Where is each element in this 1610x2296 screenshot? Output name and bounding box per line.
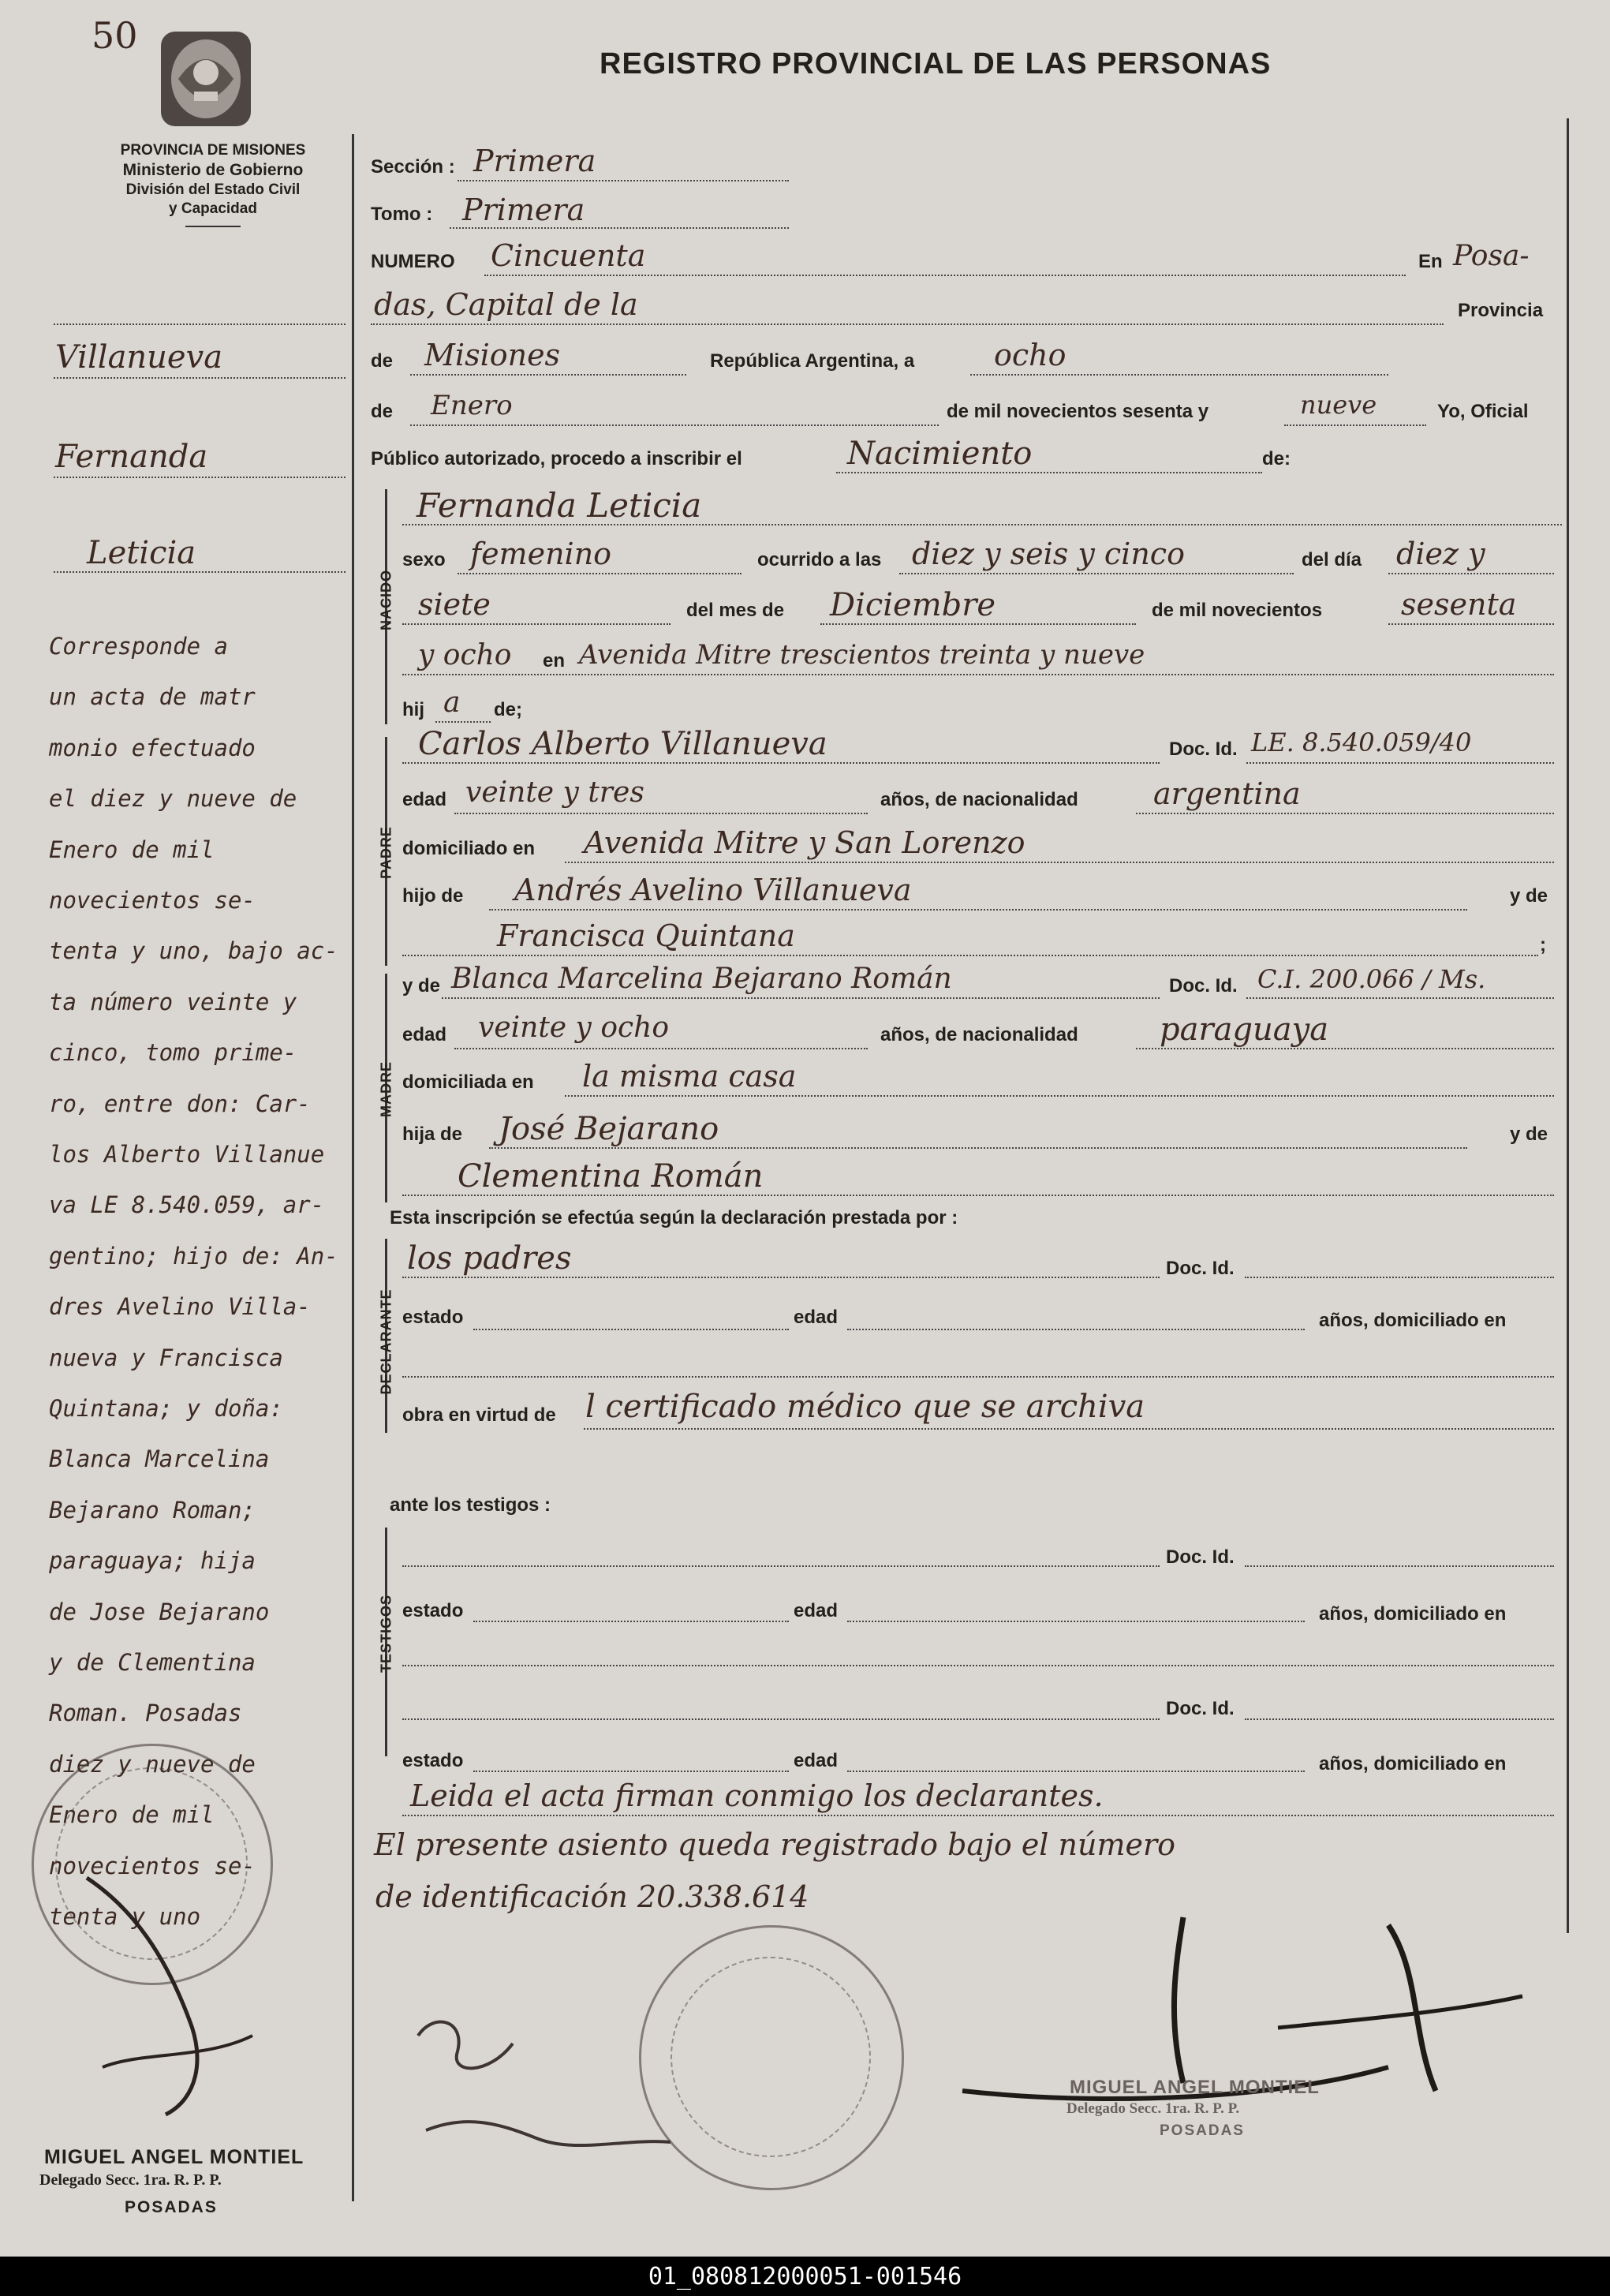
field-line: [410, 424, 939, 426]
field-line: [402, 1277, 1160, 1278]
value-madre-padre: José Bejarano: [499, 1111, 719, 1147]
label-y-de-2: y de: [1510, 1124, 1548, 1145]
value-madre-dom: la misma casa: [582, 1059, 797, 1094]
footer-code: 01_080812000051-001546: [648, 2263, 962, 2290]
value-sexo: femenino: [470, 537, 612, 571]
label-de-2: de: [371, 401, 394, 422]
value-padre-madre: Francisca Quintana: [497, 918, 795, 953]
field-line: [402, 955, 1538, 956]
stamp-official-role: Delegado Secc. 1ra. R. P. P.: [1066, 2100, 1240, 2117]
field-line: [820, 623, 1136, 625]
label-estado: estado: [402, 1307, 464, 1328]
value-hij-suffix: a: [443, 686, 461, 719]
label-del-mes: del mes de: [686, 600, 785, 621]
label-republica: República Argentina, a: [710, 350, 915, 372]
value-nombre: Fernanda Leticia: [417, 486, 702, 525]
margin-note-line: cinco, tomo prime-: [49, 1039, 297, 1067]
label-mil-novecientos: de mil novecientos sesenta y: [947, 401, 1209, 422]
field-line: [435, 721, 491, 723]
label-de-semicolon: de;: [494, 699, 522, 720]
field-line: [565, 1095, 1554, 1097]
label-de: de: [371, 350, 394, 372]
field-line: [847, 1329, 1305, 1330]
margin-note-line: Enero de mil: [49, 1801, 215, 1829]
label-doc-id-t1: Doc. Id.: [1166, 1546, 1235, 1568]
value-tipo-acta: Nacimiento: [847, 436, 1033, 472]
margin-note-line: y de Clementina: [49, 1649, 256, 1676]
value-numero: Cincuenta: [491, 238, 646, 273]
field-line: [1245, 1277, 1554, 1278]
margin-note-line: Quintana; y doña:: [49, 1395, 283, 1422]
side-label-nacido: NACIDO: [378, 570, 394, 630]
margin-official-city: POSADAS: [125, 2198, 218, 2216]
margin-note-line: paraguaya; hija: [49, 1547, 256, 1575]
field-line: [402, 1565, 1160, 1567]
label-estado-t1: estado: [402, 1600, 464, 1621]
value-seccion: Primera: [473, 144, 596, 178]
label-semicolon: ;: [1540, 934, 1546, 955]
value-madre-nombre: Blanca Marcelina Bejarano Román: [451, 963, 952, 995]
margin-note-line: Blanca Marcelina: [49, 1445, 270, 1473]
right-border: [1567, 118, 1569, 1933]
value-padre-dom: Avenida Mitre y San Lorenzo: [584, 825, 1025, 860]
margin-separator: [352, 134, 354, 2201]
value-ciudad: das, Capital de la: [374, 287, 638, 322]
label-de-mil-nov: de mil novecientos: [1152, 600, 1323, 621]
office-line-1: PROVINCIA DE MISIONES: [120, 142, 306, 159]
margin-official-name: MIGUEL ANGEL MONTIEL: [44, 2146, 304, 2168]
value-tomo: Primera: [462, 193, 585, 227]
label-en: En: [1418, 251, 1443, 272]
registry-stamp-ring: [671, 1957, 871, 2157]
label-de-colon: de:: [1262, 448, 1291, 469]
label-domiciliado-en: domiciliado en: [402, 838, 536, 859]
label-anios-nac: años, de nacionalidad: [880, 789, 1078, 810]
margin-note-line: un acta de matr: [49, 683, 256, 711]
label-obra-en-virtud: obra en virtud de: [402, 1404, 556, 1426]
declarant-signatures: [402, 2004, 686, 2178]
label-en-lower: en: [543, 650, 566, 671]
field-line: [442, 997, 1160, 999]
field-line: [584, 1428, 1554, 1430]
coat-of-arms-icon: [155, 24, 257, 134]
label-hijo-de: hijo de: [402, 885, 464, 907]
field-line: [371, 323, 1444, 325]
label-ante-testigos: ante los testigos :: [390, 1494, 551, 1516]
margin-note-line: de Jose Bejarano: [49, 1598, 270, 1625]
field-line: [473, 1329, 789, 1330]
value-mes-nac: Diciembre: [830, 587, 996, 623]
margin-line: [54, 477, 346, 478]
field-line: [489, 909, 1467, 911]
field-line: [1388, 573, 1554, 574]
label-anios-domiciliado: años, domiciliado en: [1319, 1310, 1507, 1331]
label-anios-nac-madre: años, de nacionalidad: [880, 1024, 1078, 1045]
value-madre-edad: veinte y ocho: [478, 1012, 670, 1044]
field-line: [1388, 623, 1554, 625]
field-line: [847, 1771, 1305, 1772]
margin-note-line: el diez y nueve de: [49, 785, 297, 813]
field-line: [454, 1048, 868, 1049]
margin-note-line: ta número veinte y: [49, 988, 297, 1015]
field-line: [1246, 997, 1554, 999]
margin-signature: [71, 1862, 276, 2130]
label-seccion: Sección :: [371, 156, 455, 178]
value-provincia: Misiones: [424, 338, 561, 372]
value-dia-nac-2: siete: [418, 587, 491, 622]
margin-note-line: dres Avelino Villa-: [49, 1293, 311, 1321]
value-madre-nac: paraguaya: [1160, 1012, 1329, 1048]
field-line: [1136, 813, 1554, 814]
field-line: [402, 674, 1554, 675]
field-line: [1136, 1048, 1554, 1049]
margin-line: [54, 571, 346, 573]
margin-official-role: Delegado Secc. 1ra. R. P. P.: [39, 2171, 222, 2189]
field-line: [899, 573, 1294, 574]
margin-note-line: monio efectuado: [49, 734, 256, 761]
margin-note-line: diez y nueve de: [49, 1750, 256, 1778]
field-line: [410, 374, 686, 376]
label-ocurrido: ocurrido a las: [757, 549, 882, 570]
label-doc-id-madre: Doc. Id.: [1169, 975, 1238, 997]
label-provincia: Provincia: [1458, 300, 1544, 321]
value-obra: l certificado médico que se archiva: [585, 1389, 1145, 1425]
field-line: [473, 1771, 789, 1772]
field-line: [970, 374, 1388, 376]
closing-note-2: El presente asiento queda registrado bajo el número: [374, 1827, 1176, 1862]
value-padre-nombre: Carlos Alberto Villanueva: [418, 726, 827, 762]
closing-note-3: de identificación 20.338.614: [375, 1879, 809, 1914]
label-estado-t2: estado: [402, 1750, 464, 1771]
margin-note-line: ro, entre don: Car-: [49, 1090, 311, 1117]
label-doc-id-decl: Doc. Id.: [1166, 1258, 1235, 1279]
margin-line: [54, 377, 346, 379]
margin-note-line: los Alberto Villanue: [49, 1141, 325, 1168]
value-anio: nueve: [1300, 390, 1377, 420]
label-anios-domiciliado-t2: años, domiciliado en: [1319, 1753, 1507, 1774]
value-dia: ocho: [994, 338, 1066, 372]
office-block: [63, 142, 363, 227]
label-doc-id: Doc. Id.: [1169, 739, 1238, 760]
side-label-padre: PADRE: [378, 826, 394, 879]
margin-note-line: va LE 8.540.059, ar-: [49, 1191, 325, 1219]
margin-surname: Villanueva: [55, 339, 223, 376]
field-line: [1245, 1718, 1554, 1720]
stamp-official-city: POSADAS: [1160, 2122, 1245, 2139]
value-lugar-nac: Avenida Mitre trescientos treinta y nueve: [579, 639, 1145, 671]
field-line: [847, 1621, 1305, 1622]
field-line: [1284, 424, 1426, 426]
value-padre-nac: argentina: [1153, 776, 1301, 811]
label-edad-t2: edad: [794, 1750, 839, 1771]
field-line: [402, 762, 1160, 764]
margin-note-line: tenta y uno: [49, 1903, 201, 1930]
value-declarante: los padres: [407, 1240, 572, 1277]
field-line: [402, 524, 1562, 525]
label-numero: NUMERO: [371, 251, 455, 272]
field-line: [402, 1195, 1554, 1196]
value-padre-padre: Andrés Avelino Villanueva: [514, 873, 912, 907]
label-edad-decl: edad: [794, 1307, 839, 1328]
label-hij: hij: [402, 699, 424, 720]
field-line: [402, 1376, 1554, 1378]
value-anio-nac-1: sesenta: [1401, 587, 1517, 622]
label-edad-madre: edad: [402, 1024, 447, 1045]
field-line: [402, 1718, 1160, 1720]
side-label-declarante: DECLARANTE: [378, 1288, 394, 1395]
office-line-2: Ministerio de Gobierno: [122, 161, 304, 179]
field-line: [565, 862, 1554, 863]
label-edad: edad: [402, 789, 447, 810]
field-line: [458, 180, 789, 181]
value-padre-doc: LE. 8.540.059/40: [1251, 727, 1472, 757]
margin-note-line: novecientos se-: [49, 887, 256, 914]
margin-note-line: gentino; hijo de: An-: [49, 1242, 338, 1270]
label-doc-id-t2: Doc. Id.: [1166, 1698, 1235, 1719]
side-label-madre: MADRE: [378, 1061, 394, 1117]
field-line: [402, 623, 671, 625]
margin-note-line: Bejarano Roman;: [49, 1496, 256, 1524]
field-line: [1246, 762, 1554, 764]
office-line-3: División del Estado Civil: [125, 181, 301, 198]
margin-note-line: Corresponde a: [49, 633, 228, 660]
label-y-de: y de: [1510, 885, 1548, 907]
value-dia-nac-1: diez y: [1396, 537, 1485, 571]
margin-note-line: Roman. Posadas: [49, 1700, 242, 1727]
value-en: Posa-: [1453, 240, 1530, 272]
margin-note-line: tenta y uno, bajo ac-: [49, 937, 338, 965]
field-line: [402, 1665, 1554, 1666]
label-domiciliada-en: domiciliada en: [402, 1071, 534, 1093]
margin-given-name-1: Fernanda: [55, 439, 208, 475]
label-sexo: sexo: [402, 549, 446, 570]
label-yo-oficial: Yo, Oficial: [1437, 401, 1529, 422]
field-line: [458, 573, 741, 574]
label-tomo: Tomo :: [371, 204, 433, 225]
field-line: [454, 813, 868, 814]
field-line: [402, 1815, 1554, 1816]
value-hora: diez y seis y cinco: [912, 537, 1185, 571]
label-y-de-madre: y de: [402, 975, 441, 997]
label-del-dia: del día: [1302, 549, 1362, 570]
margin-line: [54, 323, 346, 325]
label-anios-domiciliado-t1: años, domiciliado en: [1319, 1603, 1507, 1625]
field-line: [1245, 1565, 1554, 1567]
side-label-testigos: TESTIGOS: [378, 1595, 394, 1673]
label-esta-inscripcion: Esta inscripción se efectúa según la declaración prestada por :: [390, 1207, 958, 1228]
label-edad-t1: edad: [794, 1600, 839, 1621]
margin-note-line: Enero de mil: [49, 836, 215, 863]
value-padre-edad: veinte y tres: [465, 776, 644, 809]
label-publico: Público autorizado, procedo a inscribir el: [371, 448, 742, 469]
field-line: [489, 1147, 1467, 1149]
office-divider: [185, 226, 241, 227]
value-anio-nac-2: y ocho: [418, 639, 512, 671]
margin-note-line: nueva y Francisca: [49, 1344, 283, 1371]
margin-note-line: novecientos se-: [49, 1852, 256, 1879]
field-line: [836, 472, 1262, 473]
document-title: REGISTRO PROVINCIAL DE LAS PERSONAS: [600, 47, 1272, 80]
field-line: [473, 1621, 789, 1622]
margin-given-name-2: Leticia: [87, 535, 196, 571]
closing-note-1: Leida el acta firman conmigo los declarantes.: [410, 1778, 1104, 1813]
office-line-4: y Capacidad: [169, 200, 257, 217]
field-line: [450, 227, 789, 229]
value-madre-doc: C.I. 200.066 / Ms.: [1257, 964, 1486, 994]
value-mes: Enero: [431, 390, 513, 421]
stamp-official-name: MIGUEL ANGEL MONTIEL: [1070, 2077, 1320, 2098]
folio-number: 50: [92, 14, 138, 57]
label-hija-de: hija de: [402, 1124, 463, 1145]
value-madre-madre: Clementina Román: [458, 1158, 764, 1195]
field-line: [484, 275, 1406, 276]
